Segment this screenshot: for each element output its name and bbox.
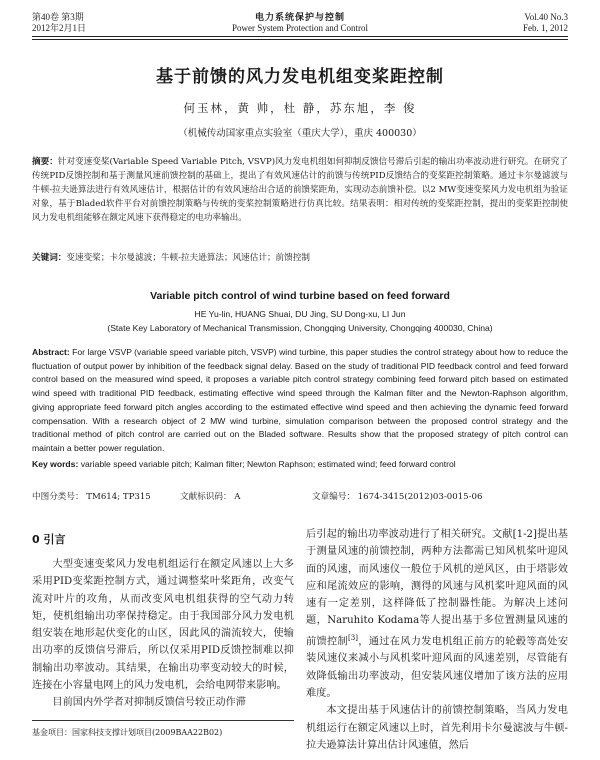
- authors-en: HE Yu-lin, HUANG Shuai, DU Jing, SU Dong-xu, LI Jun: [194, 309, 406, 319]
- clc-number: 中图分类号： TM614; TP315: [32, 492, 151, 502]
- keywords-en: [32, 458, 568, 471]
- header-rule-thick: [32, 36, 568, 37]
- keywords-en-text: variable speed variable pitch; Kalman filter; Newton Raphson; estimated wind; feed forward control: [80, 459, 456, 469]
- intro-paragraph-3: 本文提出基于风速估计的前馈控制策略，当风力发电机组运行在额定风速以上时，首先利用卡尔曼滤波与牛顿-拉夫逊算法计算出估计风速值，然后: [306, 705, 568, 751]
- section-heading: 0 引言: [32, 533, 66, 546]
- journal-name-en: Power System Protection and Control: [232, 23, 368, 33]
- keywords-cn-label: 关键词：: [32, 253, 67, 263]
- paper-title-en: Variable pitch control of wind turbine based on feed forward: [150, 290, 450, 302]
- funding-footnote: 基金项目：国家科技支撑计划项目(2009BAA22B02): [32, 728, 223, 737]
- affiliation-en: (State Key Laboratory of Mechanical Transmission, Chongqing University, Chongqing 400030, China): [107, 323, 493, 333]
- volume-issue-cn: 第40卷 第3期: [32, 12, 84, 22]
- keywords-en-label: Key words:: [32, 459, 79, 469]
- paper-title-cn: 基于前馈的风力发电机组变桨距控制: [156, 67, 444, 87]
- keywords-cn: [32, 251, 568, 265]
- footnote-rule: [32, 720, 294, 721]
- intro-continuation-b: ，通过在风力发电机组正前方的轮毂等高处安装风速仪来减小与风机桨叶迎风面的风速差别，尽管能有效降低输出功率波动，但安装风速仪增加了该方法的应用难度。: [306, 636, 569, 700]
- article-number: 文章编号： 1674-3415(2012)03-0015-06: [312, 492, 483, 502]
- document-code: 文献标识码： A: [180, 492, 241, 502]
- abstract-cn-text: 针对变速变桨(Variable Speed Variable Pitch, VSVP)风力发电机组如何抑制反馈信号滞后引起的输出功率波动进行研究。在研究了传统PID反馈控制和基于测量风速前馈控制的基础上，提出了有效风速估计的前馈与传统PID反馈结合的变桨距控制策略。通过卡尔曼滤波与牛顿-拉夫逊算法进行有效风速估计，根据估计的有效风速给出合适的前馈桨距角，实现动态前馈补偿。以2 MW变速变桨风力发电机组为验证对象，基于Bladed软件平台对前馈控制策略与传统的变桨控制策略进行仿真比较。结果表明：相对传统的变桨距控制，提出的变桨距控制使风力发电机组能够在额定风速下获得稳定的电功率输出。: [32, 157, 568, 223]
- journal-name-cn: 电力系统保护与控制: [254, 12, 345, 22]
- intro-paragraph-2-cont: [306, 526, 568, 702]
- intro-paragraph-1: 大型变速变桨风力发电机组运行在额定风速以上大多采用PID变桨距控制方式，通过调整桨叶桨距角，改变气流对叶片的攻角，从而改变风电机组获得的空气动力转矩，使机组输出功率保持稳定。由于我国部分风力发电机组安装在地形起伏变化的山区，因此风的湍流较大，使输出功率的反馈信号滞后，所以仅采用PID反馈控制难以抑制输出功率波动。其结果，在输出功率变动较大的时候，连接在小容量电网上的风力发电机，会给电网带来影响。: [32, 559, 294, 692]
- abstract-en-text: For large VSVP (variable speed variable pitch, VSVP) wind turbine, this paper studies the control strategy about how to reduce the fluctuation of output power by inhibition of the feedback signal delay. Based on the study of traditional PID feedback control and feed forward control based on the measured wind speed, it proposes a variable pitch control strategy combining feed forward pitch based on estimated wind speed with traditional PID feedback, estimating effective wind speed through the Kalman filter and the Newton-Raphson algorithm, giving appropriate feed forward pitch angles according to the estimated effective wind speed and then achieving the dynamic feed forward compensation. With a research object of 2 MW wind turbine, simulation comparison between the proposed control strategy and the traditional method of pitch control are carried out on the Bladed software. Results show that the proposed strategy of pitch control can maintain a better power regulation.: [32, 347, 568, 453]
- header-left: [32, 12, 86, 34]
- intro-paragraph-2: 目前国内外学者对抑制反馈信号较正动作滞: [52, 697, 246, 709]
- abstract-en-label: Abstract:: [32, 347, 70, 357]
- body-right-column: [306, 526, 568, 754]
- citation-3[interactable]: [3]: [348, 633, 358, 642]
- header-right: [523, 12, 568, 34]
- body-left-column: [32, 530, 294, 712]
- intro-continuation-a: 后引起的输出功率波动进行了相关研究。文献[1-2]提出基于测量风速的前馈控制，两种方法都需已知风机桨叶迎风面的风速，而风速仪一般位于风机的逆风区，由于塔影效应和尾流效应的影响，测得的风速与风机桨叶迎风面的风速有一定差别，这样降低了控制器性能。为解决上述问题，Naruhito Kodama等人提出基于多位置测量风速的前馈控制: [306, 529, 568, 648]
- abstract-en: [32, 346, 568, 456]
- abstract-cn-label: 摘要：: [32, 157, 58, 167]
- header-rule-thin: [32, 39, 568, 40]
- date-cn: 2012年2月1日: [32, 23, 87, 33]
- authors-cn: 何玉林，黄 帅，杜 静，苏东旭，李 俊: [183, 101, 417, 115]
- volume-issue-en: Vol.40 No.3: [524, 12, 568, 22]
- affiliation-cn: （机械传动国家重点实验室（重庆大学），重庆 400030）: [178, 128, 422, 139]
- abstract-cn: [32, 155, 568, 225]
- keywords-cn-text: 变速变桨；卡尔曼滤波；牛顿-拉夫逊算法；风速估计；前馈控制: [66, 253, 310, 263]
- header-center: [150, 12, 450, 34]
- date-en: Feb. 1, 2012: [523, 23, 568, 33]
